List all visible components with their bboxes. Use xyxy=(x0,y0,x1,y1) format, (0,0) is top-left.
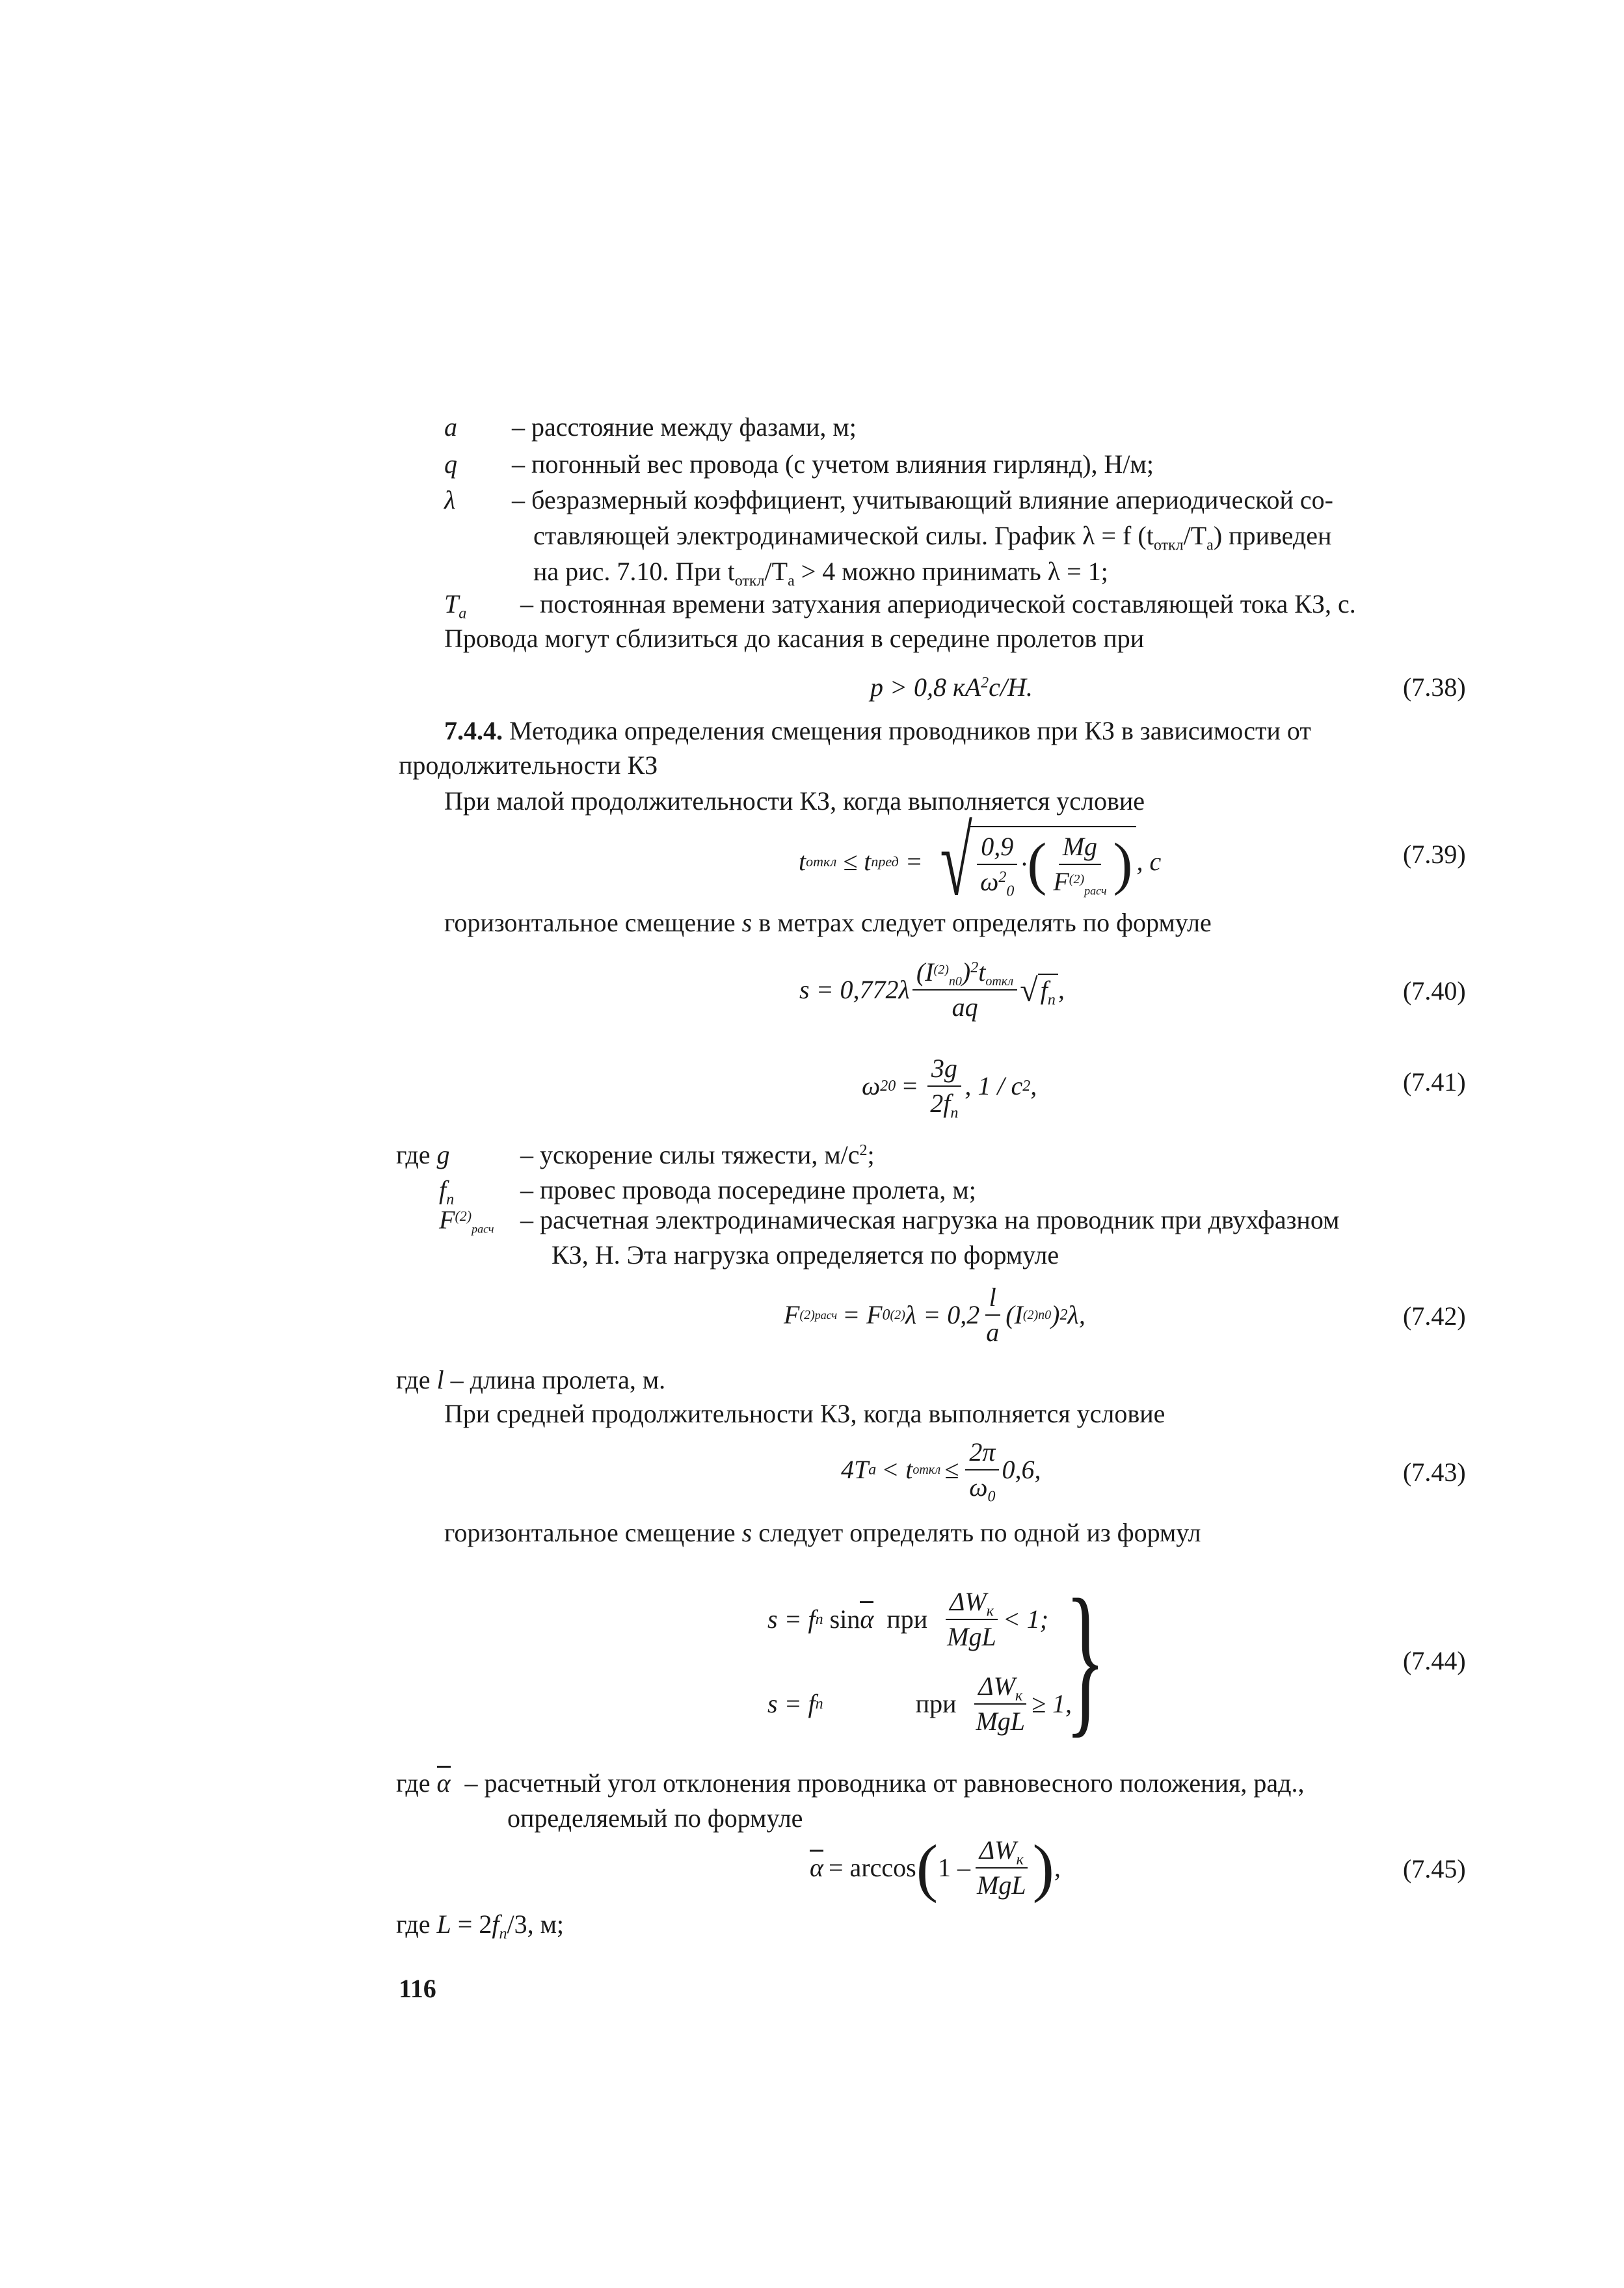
def-symbol-q: q xyxy=(444,449,457,479)
eq-7-40-number: (7.40) xyxy=(1403,976,1466,1005)
eq-7-41-number: (7.41) xyxy=(1403,1067,1466,1097)
def-alpha-cont: определяемый по формуле xyxy=(507,1803,803,1833)
eq-7-38: p > 0,8 $кА^2с/Н$. xyxy=(870,672,1033,702)
eq-7-42-number: (7.42) xyxy=(1403,1301,1466,1331)
paragraph-short: При малой продолжительности КЗ, когда выполняется условие xyxy=(444,786,1145,816)
section-heading-cont: продолжительности КЗ xyxy=(399,751,658,780)
def-F-text: – расчетная электродинамическая нагрузка на проводник при двухфазном xyxy=(520,1205,1340,1234)
def-text-q: – погонный вес провода (с учетом влияния гирлянд), Н/м; xyxy=(512,449,1154,479)
eq-7-41: ω 2 0 = 3g $2f_п$ , 1 / c 2 , xyxy=(862,1054,1037,1122)
def-symbol-lambda: λ xyxy=(444,485,456,514)
eq-7-45-number: (7.45) xyxy=(1403,1854,1466,1883)
def-text-lambda-ref: на рис. 7.10. При $t_{откл}/T_а > 4$ можно принимать λ = 1; xyxy=(533,557,1108,590)
paragraph-horizontal: горизонтальное смещение s в метрах следует определять по формуле xyxy=(444,908,1212,937)
eq-7-40: s = 0,772λ $(I^{(2)}_{п0})^2t_{откл}$ aq √ $f_п$ , xyxy=(799,957,1065,1022)
eq-7-44-number: (7.44) xyxy=(1403,1646,1466,1675)
eq-7-39: t откл ≤ t пред = √ 0,9 $\omega^2_0$ · ( Mg $F^{(2)}_{расч}$ ) , c xyxy=(799,808,1162,916)
def-symbol-a: a xyxy=(444,412,457,442)
def-F-cont: КЗ, Н. Эта нагрузка определяется по формуле xyxy=(552,1240,1059,1270)
eq-7-45: α = arccos ( 1 – $\Delta W_к$ MgL ) , xyxy=(810,1831,1061,1904)
eq-7-44: s = f п sin α при $\Delta W_к$ MgL < 1; s = f п при $\Delta W_к$ MgL ≥ 1, } xyxy=(767,1565,1106,1752)
eq-7-43-number: (7.43) xyxy=(1403,1457,1466,1487)
def-text-a: – расстояние между фазами, м; xyxy=(512,412,857,442)
def-g-text: – ускорение силы тяжести, $м/с^2$; xyxy=(520,1140,875,1169)
eq-7-38-number: (7.38) xyxy=(1403,672,1466,702)
eq-7-43: 4T a < t откл ≤ $\frac{2\pi}{\omega_0}$ 0,6, xyxy=(841,1437,1041,1506)
def-l: где l – длина пролета, м. xyxy=(396,1365,666,1394)
def-alpha: где α – расчетный угол отклонения проводника от равновесного положения, рад., xyxy=(396,1768,1304,1799)
def-L: где $L = 2f_п/3$, м; xyxy=(396,1909,565,1943)
def-f-text: – провес провода посередине пролета, м; xyxy=(520,1175,976,1204)
eq-7-42: F (2) расч = F 0 (2) λ = 0,2 l a (I (2) п0 ) 2 λ, xyxy=(784,1283,1085,1347)
paragraph-horizontal-2: горизонтальное смещение s следует определять по одной из формул xyxy=(444,1518,1201,1547)
def-text-Ta: – постоянная времени затухания апериодической составляющей тока КЗ, с. xyxy=(520,589,1356,619)
def-symbol-Ta: $T_а$ xyxy=(444,589,467,622)
def-F: $F^{(2)}_{расч}$ xyxy=(439,1205,494,1236)
def-g: где g xyxy=(396,1140,450,1169)
def-text-lambda: – безразмерный коэффициент, учитывающий влияние апериодической со- xyxy=(512,485,1333,514)
paragraph-close: Провода могут сблизиться до касания в середине пролетов при xyxy=(444,624,1145,653)
page-number: 116 xyxy=(399,1974,436,2003)
def-text-lambda-cont: ставляющей электродинамической силы. График λ = f $(t_{откл}/T_а)$ приведен xyxy=(533,521,1332,554)
eq-7-39-number: (7.39) xyxy=(1403,840,1466,869)
section-heading: 7.4.4. Методика определения смещения проводников при КЗ в зависимости от xyxy=(444,716,1311,745)
def-f: $f_п$ xyxy=(439,1175,455,1208)
paragraph-mid: При средней продолжительности КЗ, когда выполняется условие xyxy=(444,1399,1165,1428)
